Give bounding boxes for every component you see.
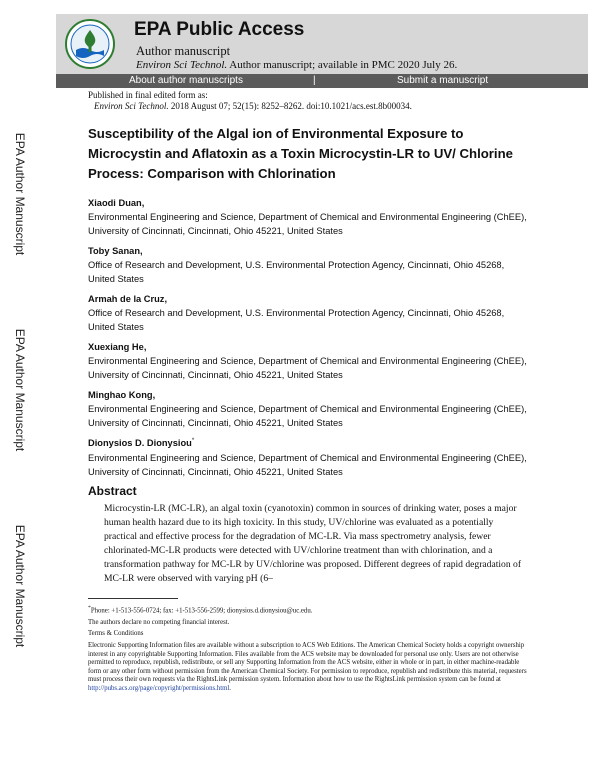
permissions-link[interactable]: http://pubs.acs.org/page/copyright/permissions.html	[88, 685, 230, 693]
terms-heading: Terms & Conditions	[88, 630, 144, 638]
nav-separator: |	[313, 75, 316, 86]
author-entry: Xuexiang He, Environmental Engineering and Science, Department of Chemical and Environmental Engineering (ChEE), University of Cincinnati, Cincinnati, Ohio 45221, United States	[88, 342, 527, 381]
author-name: Xiaodi Duan	[88, 198, 142, 209]
nav-bar	[56, 74, 588, 88]
footnote-divider	[88, 598, 178, 599]
author-affiliation: Environmental Engineering and Science, Department of Chemical and Environmental Engineering (ChEE), University of Cincinnati, Cincinnati, Ohio 45221, United States	[88, 356, 527, 381]
author-affiliation: Office of Research and Development, U.S. Environmental Protection Agency, Cincinnati, Ohio 45268, United States	[88, 308, 505, 333]
manuscript-label: Author manuscript	[136, 44, 231, 58]
author-entry: Minghao Kong, Environmental Engineering and Science, Department of Chemical and Environmental Engineering (ChEE), University of Cincinnati, Cincinnati, Ohio 45221, United States	[88, 390, 527, 429]
author-name: Xuexiang He	[88, 342, 144, 353]
competing-interest: The authors declare no competing financial interest.	[88, 618, 230, 626]
contact-footnote: *Phone: +1-513-556-0724; fax: +1-513-556-2599; dionysios.d.dionysiou@uc.edu.	[88, 605, 313, 615]
side-label: EPA Author Manuscript	[13, 132, 27, 256]
author-entry: Toby Sanan, Office of Research and Development, U.S. Environmental Protection Agency, Cincinnati, Ohio 45268, United States	[88, 242, 528, 286]
author-affiliation: Office of Research and Development, U.S. Environmental Protection Agency, Cincinnati, Ohio 45268, United States	[88, 260, 505, 285]
author-name: Toby Sanan	[88, 246, 140, 257]
epa-header	[56, 14, 588, 74]
author-affiliation: Environmental Engineering and Science, Department of Chemical and Environmental Engineering (ChEE), University of Cincinnati, Cincinnati, Ohio 45221, United States	[88, 452, 527, 477]
author-entry: Armah de la Cruz, Office of Research and Development, U.S. Environmental Protection Agency, Cincinnati, Ohio 45268, United States	[88, 290, 528, 334]
submit-manuscript-link[interactable]: Submit a manuscript	[397, 75, 489, 86]
author-affiliation: Environmental Engineering and Science, Department of Chemical and Environmental Engineering (ChEE), University of Cincinnati, Cincinnati, Ohio 45221, United States	[88, 212, 527, 237]
published-in: Published in final edited form as: Environ Sci Technol. 2018 August 07; 52(15): 8252–8262. doi:10.1021/acs.est.8b00034.	[88, 90, 412, 111]
author-name: Dionysios D. Dionysiou	[88, 438, 192, 449]
page-title: EPA Public Access	[134, 19, 305, 40]
footnotes	[88, 604, 528, 697]
author-affiliation: Environmental Engineering and Science, Department of Chemical and Environmental Engineering (ChEE), University of Cincinnati, Cincinnati, Ohio 45221, United States	[88, 404, 527, 429]
author-entry: Xiaodi Duan, Environmental Engineering and Science, Department of Chemical and Environmental Engineering (ChEE), University of Cincinnati, Cincinnati, Ohio 45221, United States	[88, 198, 527, 237]
epa-logo-icon	[64, 18, 116, 70]
author-name: Minghao Kong	[88, 390, 153, 401]
author-name: Armah de la Cruz	[88, 294, 165, 305]
author-list	[88, 194, 528, 483]
side-label: EPA Author Manuscript	[13, 524, 27, 648]
about-manuscripts-link[interactable]: About author manuscripts	[129, 75, 243, 86]
terms-text: Electronic Supporting Information files are available without a subscription to ACS Web Editions. The American Chemical Society holds a copyright ownership interest in any copyrightable Supporting Information. Files available from the ACS website may be downloaded for personal use only. Users are not otherwise permitted to reproduce, republish, redistribute, or sell any Supporting Information from the ACS website, either in whole or in part, in either machine-readable form or any other form without permission from the American Chemical Society. For permission to reproduce, republish and redistribute this material, requesters must process their own requests via the RightsLink permission system. Information about how to use the RightsLink permission system can be found at http://pubs.acs.org/page/copyright/permissions.html.	[88, 642, 527, 693]
abstract-heading: Abstract	[88, 484, 137, 498]
header-citation: Environ Sci Technol. Author manuscript; available in PMC 2020 July 26.	[136, 59, 458, 71]
side-label: EPA Author Manuscript	[13, 328, 27, 452]
author-entry: Dionysios D. Dionysiou* Environmental Engineering and Science, Department of Chemical and Environmental Engineering (ChEE), University of Cincinnati, Cincinnati, Ohio 45221, United States	[88, 438, 527, 477]
article-title: Susceptibility of the Algal ion of Environmental Exposure to Microcystin and Aflatoxin as a Toxin Microcystin-LR to UV/ Chlorine Process: Comparison with Chlorination	[88, 126, 513, 181]
abstract-text: Microcystin-LR (MC-LR), an algal toxin (cyanotoxin) common in sources of drinking water, poses a major human health hazard due to its high toxicity. In this study, UV/chlorine was evaluated as a potentially practical and effective process for the degradation of MC-LR. Via mass spectrometry analysis, fewer chlorinated-MC-LR products were detected with UV/chlorine treatment than with chlorination, and a transformation pathway for MC-LR by UV/chlorine was proposed. Different degrees of rapid degradation of MC-LR were observed with varying pH (6–	[104, 503, 522, 584]
